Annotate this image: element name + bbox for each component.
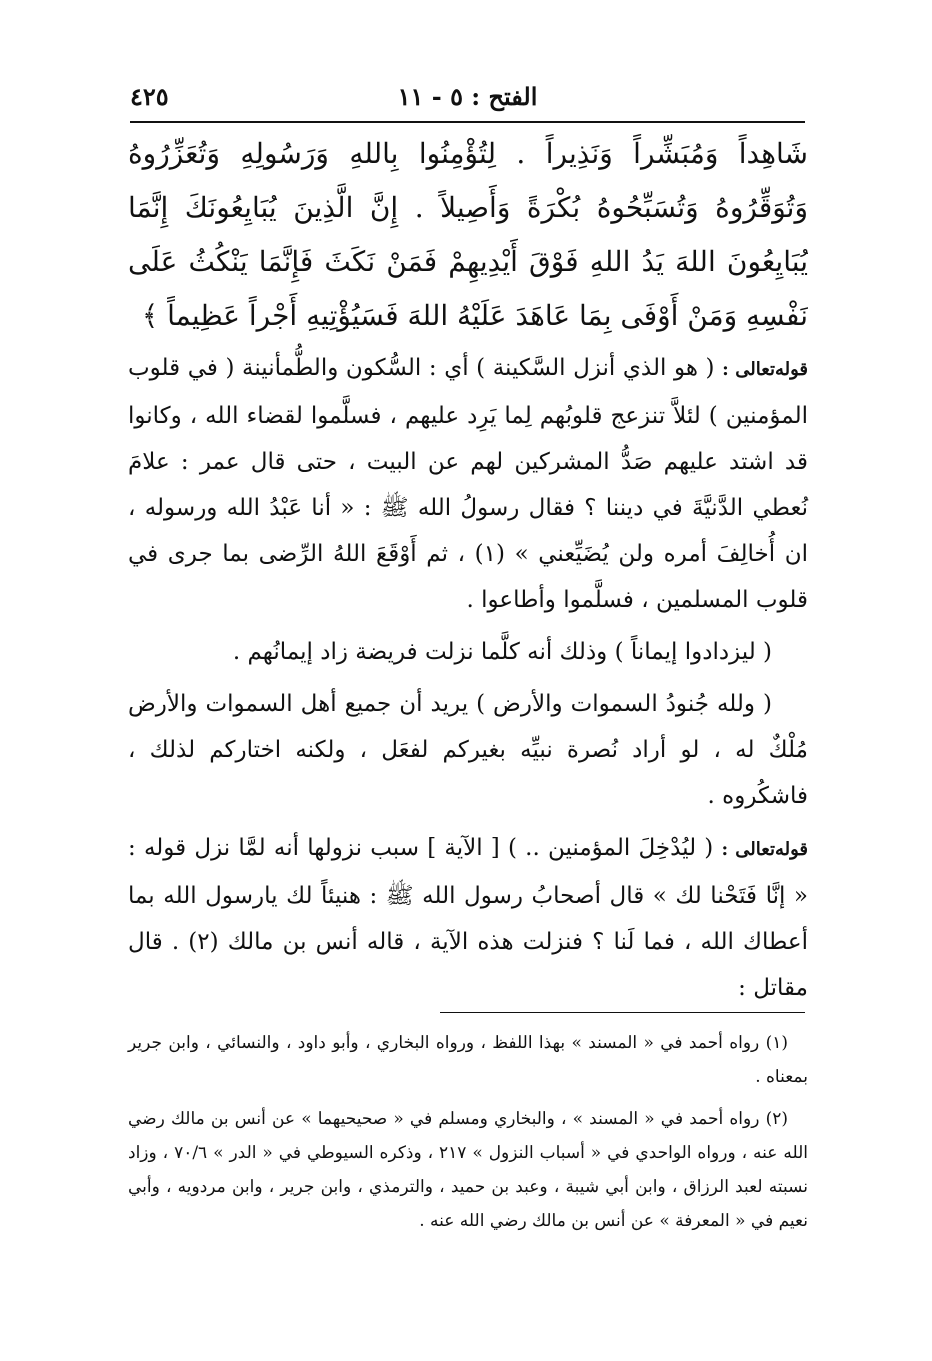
commentary-paragraph bbox=[128, 825, 808, 1011]
running-header bbox=[130, 82, 805, 122]
page-number: ٤٢٥ bbox=[130, 82, 169, 111]
verse-line: شَاهِداً وَمُبَشِّراً وَنَذِيراً . لِتُؤْمِنُوا بِاللهِ وَرَسُولِهِ وَتُعَزِّرُوهُ bbox=[128, 137, 808, 170]
commentary-paragraph bbox=[128, 681, 808, 819]
commentary-paragraph bbox=[128, 345, 808, 623]
footnote: (٢) رواه أحمد في « المسند » ، والبخاري ومسلم في « صحيحيهما » عن أنس بن مالك رضي الله عنه ، ورواه الواحدي في « أسباب النزول » ٢١٧ ، وذكره السيوطي في « الدر » ٧٠/٦ ، وزاد نسبته لعبد الرزاق ، وابن أبي شيبة ، وعبد بن حميد ، والترمذي ، وابن جرير ، وابن مردويه ، وأبي نعيم في « المعرفة » عن أنس بن مالك رضي الله عنه . bbox=[128, 1109, 808, 1231]
footnote-divider bbox=[440, 1012, 805, 1013]
verse-line: يُبَايِعُونَ اللهَ يَدُ اللهِ فَوْقَ أَيْدِيهِمْ فَمَنْ نَكَثَ فَإِنَّمَا يَنْكُثُ عَلَى bbox=[128, 245, 808, 278]
paragraph-text: ( ليزدادوا إيماناً ) وذلك أنه كلَّما نزلت فريضة زاد إيمانُهم . bbox=[232, 639, 772, 665]
chapter-title: الفتح : ٥ - ١١ bbox=[397, 82, 538, 111]
paragraph-text: ( ولله جُنودُ السموات والأرض ) يريد أن جميع أهل السموات والأرض مُلْكٌ له ، لو أراد نُصرة نبيِّه بغيركم لفعَل ، ولكنه اختاركم لذلك ، فاشكُروه . bbox=[128, 691, 808, 809]
header-divider bbox=[130, 121, 805, 123]
footnote: (١) رواه أحمد في « المسند » بهذا اللفظ ، ورواه البخاري ، وأبو داود ، والنسائي ، وابن جرير بمعناه . bbox=[128, 1033, 808, 1087]
paragraph-text: ( ليُدْخِلَ المؤمنين .. ) [ الآية ] سبب نزولها أنه لمَّا نزل قوله : « إنَّا فَتَحْنا لك » قال أصحابُ رسول الله ﷺ : هنيئاً لك يارسول الله بما أعطاك الله ، فما لَنا ؟ فنزلت هذه الآية ، قاله أنس بن مالك (٢) . قال مقاتل : bbox=[128, 835, 808, 1001]
verse-line: وَتُوَقِّرُوهُ وَتُسَبِّحُوهُ بُكْرَةً وَأَصِيلاً . إِنَّ الَّذِينَ يُبَايِعُونَكَ إِنَّمَا bbox=[128, 191, 808, 224]
quran-verse-block bbox=[128, 127, 808, 343]
verse-line: نَفْسِهِ وَمَنْ أَوْفَى بِمَا عَاهَدَ عَلَيْهُ اللهَ فَسَيُؤْتِيهِ أَجْراً عَظِيماً ﴾ bbox=[141, 299, 808, 332]
commentary-paragraph bbox=[128, 629, 808, 675]
paragraph-lead: قوله‌تعالى : bbox=[721, 839, 808, 860]
commentary-body bbox=[128, 345, 808, 1017]
footnotes bbox=[128, 1026, 808, 1246]
paragraph-lead: قوله‌تعالى : bbox=[722, 359, 808, 380]
paragraph-text: ( هو الذي أنزل السَّكينة ) أي : السُّكون والطُّمأنينة ( في قلوب المؤمنين ) لئلاَّ تنزعج قلوبُهم لِما يَرِد عليهم ، فسلَّموا لقضاء الله ، وكانوا قد اشتد عليهم صَدُّ المشركين لهم عن البيت ، حتى قال عمر : علامَ نُعطي الدَّنيَّةَ في ديننا ؟ فقال رسولُ الله ﷺ : « أنا عَبْدُ الله ورسوله ، ان أُخالِفَ أمره ولن يُضَيِّعني » (١) ، ثم أَوْقَعَ اللهُ الرِّضى بما جرى في قلوب المسلمين ، فسلَّموا وأطاعوا . bbox=[128, 355, 808, 613]
